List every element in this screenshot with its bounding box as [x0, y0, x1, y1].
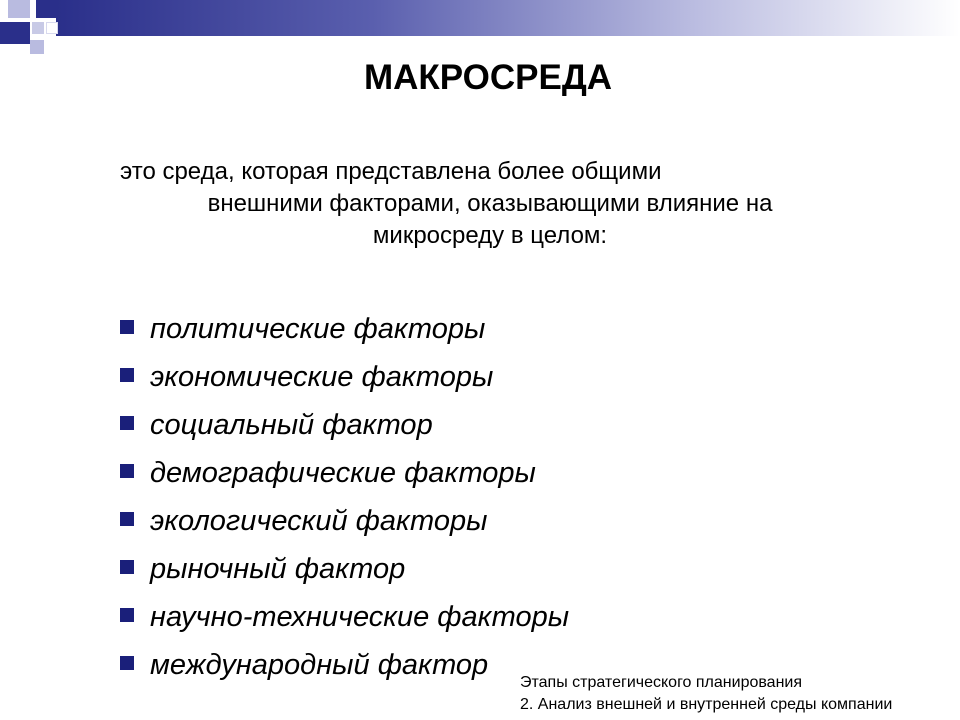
slide-title: МАКРОСРЕДА	[363, 58, 613, 97]
intro-line-1: это среда, которая представлена более общими	[120, 158, 662, 185]
factor-label: политические факторы	[150, 313, 486, 345]
footer-line-2: 2. Анализ внешней и внутренней среды компании	[520, 696, 893, 713]
factor-label: социальный фактор	[150, 409, 433, 441]
square-bullet-icon	[120, 512, 134, 526]
square-bullet-icon	[120, 368, 134, 382]
list-item	[120, 642, 569, 690]
square-bullet-icon	[120, 560, 134, 574]
factors-list	[120, 306, 569, 690]
list-item	[120, 498, 569, 546]
footer-line-1: Этапы стратегического планирования	[520, 674, 803, 691]
list-item	[120, 450, 569, 498]
square-bullet-icon	[120, 608, 134, 622]
list-item	[120, 594, 569, 642]
header-gradient-bar	[56, 0, 960, 36]
square-bullet-icon	[120, 464, 134, 478]
list-item	[120, 306, 569, 354]
factor-label: демографические факторы	[150, 457, 536, 489]
intro-text	[80, 156, 900, 252]
factor-label: экологический факторы	[150, 505, 488, 537]
factor-label: международный фактор	[150, 649, 489, 681]
list-item	[120, 402, 569, 450]
intro-line-3: микросреду в целом:	[372, 222, 608, 249]
list-item	[120, 354, 569, 402]
intro-line-2: внешними факторами, оказывающими влияние на	[207, 190, 773, 217]
square-bullet-icon	[120, 320, 134, 334]
factor-label: экономические факторы	[150, 361, 494, 393]
factor-label: рыночный фактор	[150, 553, 406, 585]
square-bullet-icon	[120, 656, 134, 670]
slide-footer	[520, 672, 960, 716]
square-bullet-icon	[120, 416, 134, 430]
factor-label: научно-технические факторы	[150, 601, 570, 633]
list-item	[120, 546, 569, 594]
